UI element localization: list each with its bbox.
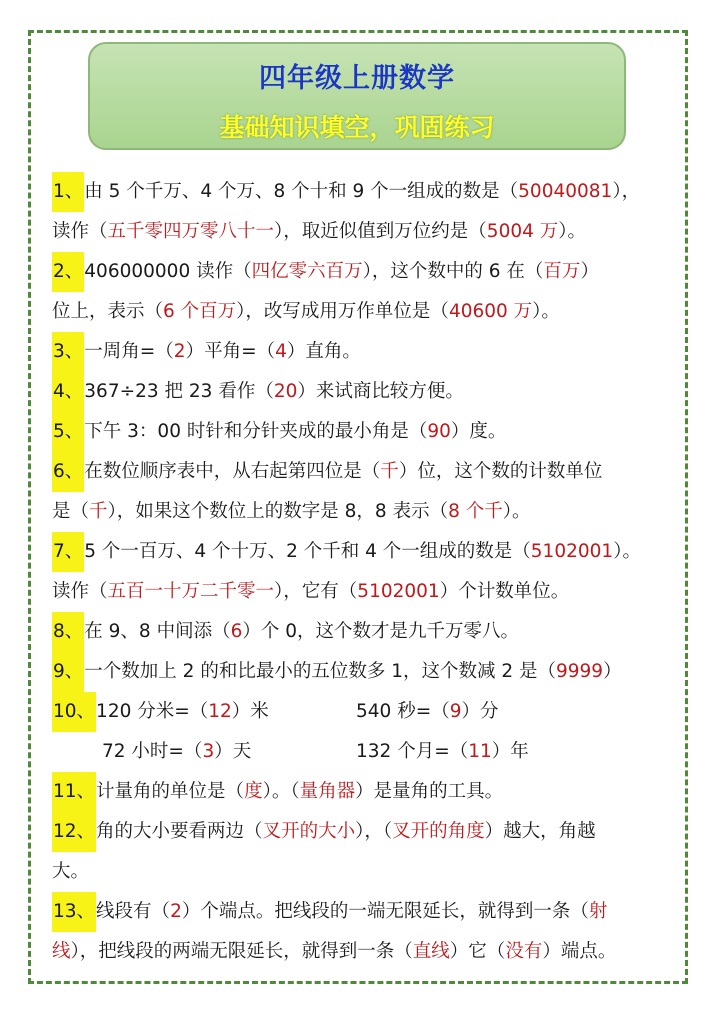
- answer-text: 5004 万: [486, 221, 559, 242]
- question-line: [52, 572, 692, 612]
- answer-text: 度: [244, 781, 263, 802]
- answer-text: 射: [588, 901, 608, 922]
- answer-text: 40600 万: [448, 301, 533, 322]
- answer-text: 11: [468, 741, 492, 762]
- question-text: ）: [603, 661, 622, 682]
- question-line: [52, 492, 692, 532]
- question-line: [52, 852, 692, 892]
- question-text: ），把线段的两端无限延长，就得到一条（: [70, 941, 413, 962]
- title-banner: [88, 42, 626, 150]
- question-number: 12、: [52, 812, 96, 852]
- question-text: 一个数加上 2 的和比最小的五位数多 1，这个数减 2 是（: [84, 661, 556, 682]
- question-line: [52, 292, 692, 332]
- question-text: ）来试商比较方便。: [297, 381, 464, 402]
- page-subtitle: 基础知识填空，巩固练习: [219, 113, 495, 142]
- question-line: [52, 172, 692, 212]
- question-text: 一周角=（: [84, 341, 174, 362]
- answer-text: 4: [275, 341, 287, 362]
- question-text: 367÷23 把 23 看作（: [84, 381, 274, 402]
- question-text: ）度。: [450, 421, 507, 442]
- second-column: [356, 692, 499, 732]
- answer-text: 2: [170, 901, 182, 922]
- question-text: 读作（: [52, 581, 108, 602]
- question-text: ）位，这个数的计数单位: [398, 461, 603, 482]
- answer-text: 五千零四万零八十一: [107, 221, 275, 242]
- second-column: [356, 732, 529, 772]
- question-number: 5、: [52, 412, 84, 452]
- question-text: ），（: [355, 821, 393, 842]
- question-text: ）。: [558, 221, 587, 242]
- question-text: 角的大小要看两边（: [96, 821, 263, 842]
- question-line: [52, 732, 692, 772]
- question-number: 1、: [52, 172, 84, 212]
- answer-text: 叉开的大小: [262, 821, 356, 842]
- question-line: [52, 412, 692, 452]
- question-text: 120 分米=（: [96, 701, 209, 722]
- question-line: [52, 212, 692, 252]
- question-text: ）是量角的工具。: [355, 781, 504, 802]
- answer-text: 9999: [556, 661, 604, 682]
- page-title: 四年级上册数学: [259, 63, 455, 94]
- question-text: ）。: [532, 301, 560, 322]
- question-text: ），取近似值到万位约是（: [274, 221, 487, 242]
- answer-text: 四亿零六百万: [251, 261, 363, 282]
- question-number: 11、: [52, 772, 96, 812]
- question-text: ），这个数中的 6 在（: [362, 261, 544, 282]
- question-number: 6、: [52, 452, 84, 492]
- answer-text: 没有: [505, 941, 543, 962]
- question-line: [52, 772, 692, 812]
- question-text: 读作（: [52, 221, 108, 242]
- question-text: 5 个一百万、4 个十万、2 个千和 4 个一组成的数是（: [84, 541, 531, 562]
- answer-text: 12: [208, 701, 232, 722]
- question-text: 是（: [52, 501, 90, 522]
- answer-text: 6 个百万: [163, 301, 237, 322]
- answer-text: 5102001: [357, 581, 440, 602]
- answer-text: 8 个千: [448, 501, 503, 522]
- question-line: [52, 692, 692, 732]
- question-text: ）越大，角越: [484, 821, 596, 842]
- question-text: ）平角=（: [185, 341, 276, 362]
- question-line: [52, 452, 692, 492]
- question-text: ）个端点。把线段的一端无限延长，就得到一条（: [181, 901, 589, 922]
- question-text: ），: [612, 181, 641, 202]
- question-list: [52, 172, 692, 972]
- answer-text: 千: [380, 461, 399, 482]
- answer-text: 5102001: [530, 541, 614, 562]
- question-number: 8、: [52, 612, 84, 652]
- question-line: [52, 932, 692, 972]
- answer-text: 3: [202, 741, 215, 762]
- question-text: ）分: [461, 701, 499, 722]
- question-text: ），如果这个数位上的数字是 8，8 表示（: [107, 501, 449, 522]
- answer-text: 6: [230, 621, 243, 642]
- question-line: [52, 372, 692, 412]
- question-text: ）。: [502, 501, 531, 522]
- answer-text: 50040081: [518, 181, 613, 202]
- question-text: 大。: [52, 861, 90, 882]
- question-number: 10、: [52, 692, 96, 732]
- question-number: 3、: [52, 332, 84, 372]
- question-number: 2、: [52, 252, 84, 292]
- question-line: [52, 812, 692, 852]
- question-text: 132 个月=（: [356, 741, 469, 762]
- question-line: [52, 532, 692, 572]
- question-line: [52, 612, 692, 652]
- answer-text: 20: [273, 381, 298, 402]
- question-text: ）。: [613, 541, 641, 562]
- answer-text: 量角器: [299, 781, 356, 802]
- question-number: 13、: [52, 892, 96, 932]
- answer-text: 叉开的角度: [392, 821, 485, 842]
- question-text: ）: [580, 261, 599, 282]
- question-text: 72 小时=（: [102, 741, 203, 762]
- answer-text: 2: [173, 341, 186, 362]
- answer-text: 百万: [543, 261, 581, 282]
- question-text: ）个计数单位。: [439, 581, 570, 602]
- question-line: [52, 332, 692, 372]
- question-text: ）天: [214, 741, 252, 762]
- question-number: 9、: [52, 652, 84, 692]
- question-number: 4、: [52, 372, 84, 412]
- question-text: 在 9、8 中间添（: [84, 621, 231, 642]
- question-text: ）个 0，这个数才是九千万零八。: [242, 621, 520, 642]
- question-number: 7、: [52, 532, 84, 572]
- question-text: 计量角的单位是（: [96, 781, 245, 802]
- question-text: ）米: [231, 701, 269, 722]
- answer-text: 五百一十万二千零一: [107, 581, 275, 602]
- question-text: 406000000 读作（: [84, 261, 252, 282]
- answer-text: 9: [449, 701, 462, 722]
- answer-text: 线: [52, 941, 71, 962]
- question-text: 540 秒=（: [356, 701, 450, 722]
- question-text: ）年: [491, 741, 529, 762]
- question-text: ）它（: [449, 941, 506, 962]
- question-text: ）。（: [262, 781, 300, 802]
- question-text: 在数位顺序表中，从右起第四位是（: [84, 461, 381, 482]
- answer-text: 90: [427, 421, 451, 442]
- question-line: [52, 252, 692, 292]
- answer-text: 直线: [412, 941, 450, 962]
- question-text: ），改写成用万作单位是（: [236, 301, 449, 322]
- question-line: [52, 652, 692, 692]
- question-text: ）端点。: [542, 941, 617, 962]
- question-text: 线段有（: [96, 901, 171, 922]
- question-text: ）直角。: [286, 341, 361, 362]
- question-text: 下午 3：00 时针和分针夹成的最小角是（: [84, 421, 428, 442]
- question-text: 位上，表示（: [52, 301, 164, 322]
- question-line: [52, 892, 692, 932]
- question-text: ），它有（: [274, 581, 358, 602]
- answer-text: 千: [89, 501, 108, 522]
- question-text: 由 5 个千万、4 个万、8 个十和 9 个一组成的数是（: [84, 181, 519, 202]
